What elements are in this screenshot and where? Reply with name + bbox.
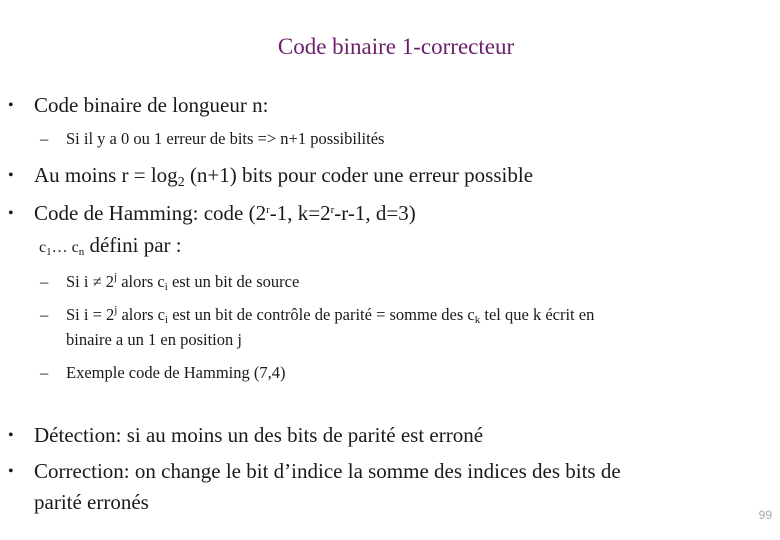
sub-sub-i: i	[165, 314, 169, 326]
sub-text: Si il y a 0 ou 1 erreur de bits => n+1 possibilités	[66, 129, 385, 148]
hamming-text-c: -r-1, d=3)	[334, 201, 416, 225]
bullet-dot: •	[8, 463, 14, 480]
bullet-text: Détection: si au moins un des bits de parité est erroné	[34, 423, 484, 447]
bullet-dot: •	[8, 427, 14, 444]
sub-dash: –	[40, 129, 49, 148]
hamming-continuation	[39, 232, 182, 261]
sub-text: Exemple code de Hamming (7,4)	[66, 363, 286, 382]
bullet-code-binaire	[8, 92, 268, 119]
sub-text-c: est un bit de contrôle de parité = somme des c	[168, 305, 475, 324]
sub-dash: –	[40, 305, 49, 324]
sub-sub-k: k	[474, 314, 481, 326]
sub-sup-j: j	[114, 304, 118, 316]
c-letter: c	[39, 239, 47, 256]
bullet-text-post: (n+1) bits pour coder une erreur possible	[184, 163, 534, 187]
hamming-sup-r1: r	[266, 204, 270, 216]
bullet-dot: •	[8, 205, 14, 222]
bullet-dot: •	[8, 97, 14, 114]
bullet-au-moins	[8, 162, 533, 189]
sub-bullet-bit-controle-cont: binaire a un 1 en position j	[66, 330, 242, 349]
sub-bullet-bit-controle	[40, 304, 594, 326]
c-post: défini par :	[84, 233, 182, 257]
sub-bullet-possibilites	[40, 128, 384, 150]
bullet-text-pre: Au moins r = log	[34, 163, 178, 187]
page-number: 99	[758, 508, 772, 522]
hamming-sup-r2: r	[330, 204, 335, 216]
bullet-hamming	[8, 200, 416, 227]
hamming-text-b: -1, k=2	[269, 201, 331, 225]
sub-text-a: Si i = 2	[66, 305, 115, 324]
log-base: 2	[177, 175, 185, 190]
slide-title: Code binaire 1-correcteur	[277, 34, 515, 59]
sub-text-a: Si i ≠ 2	[66, 272, 115, 291]
sub-text-d: tel que k écrit en	[480, 305, 595, 324]
sub-bullet-bit-source	[40, 271, 299, 293]
sub-text-b: alors c	[117, 305, 165, 324]
hamming-text-a: Code de Hamming: code (2	[34, 201, 267, 225]
c-sub-n: n	[78, 246, 85, 258]
bullet-text: Correction: on change le bit d’indice la somme des indices des bits de	[34, 459, 621, 483]
sub-text-b: alors c	[117, 272, 165, 291]
c-sub-1: 1	[46, 246, 52, 258]
bullet-correction-cont: parité erronés	[34, 490, 149, 514]
bullet-text: Code binaire de longueur n:	[34, 93, 269, 117]
sub-sub-i: i	[164, 281, 168, 293]
sub-bullet-exemple-hamming	[40, 362, 285, 384]
bullet-dot: •	[8, 167, 14, 184]
sub-dash: –	[40, 272, 49, 291]
sub-text-c: est un bit de source	[167, 272, 300, 291]
bullet-detection	[8, 422, 483, 449]
sub-sup-j: j	[114, 271, 118, 283]
sub-dash: –	[40, 363, 49, 382]
bullet-correction	[8, 458, 621, 485]
c-mid: … c	[51, 239, 79, 256]
